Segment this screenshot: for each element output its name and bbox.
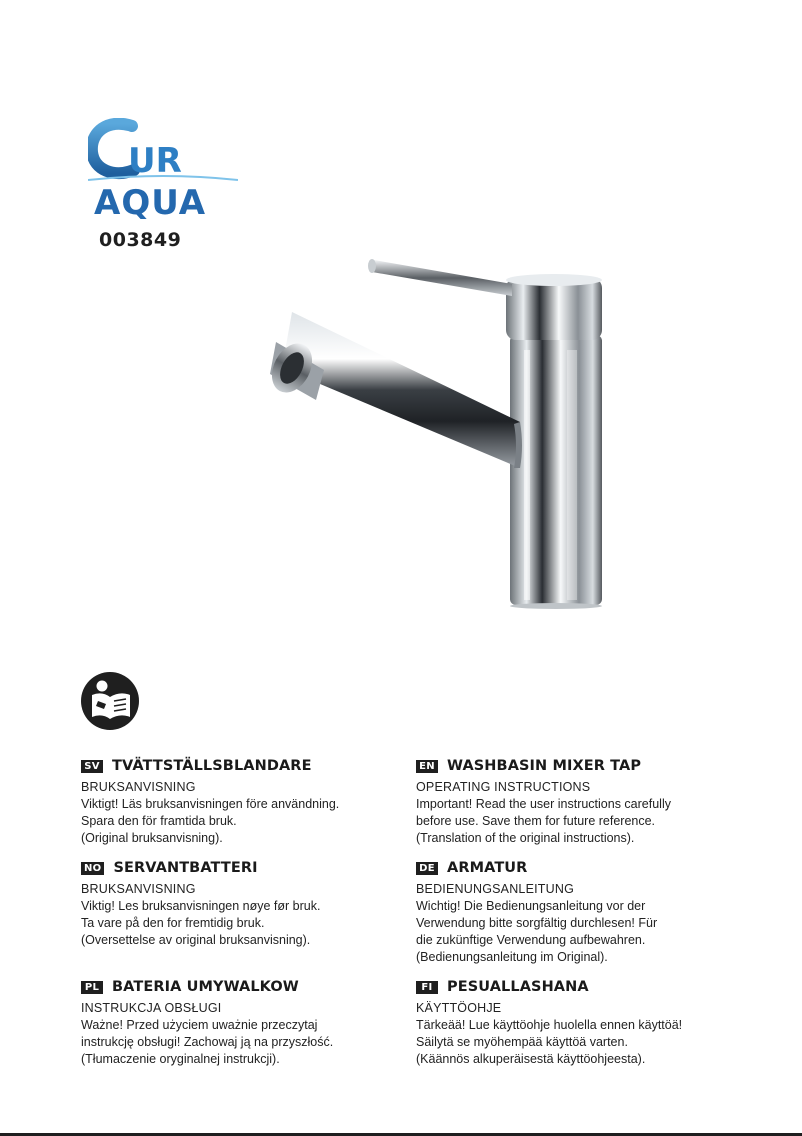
section-line: Ta vare på den for fremtidig bruk.	[81, 916, 265, 930]
section-line: (Oversettelse av original bruksanvisning).	[81, 933, 311, 947]
faucet-image	[262, 250, 612, 610]
section-line: Ważne! Przed użyciem uważnie przeczytaj	[81, 1018, 318, 1032]
section-en	[416, 757, 746, 847]
section-line: Important! Read the user instructions carefully	[416, 797, 671, 811]
section-pl	[81, 978, 411, 1068]
section-title: PESUALLASHANA	[447, 979, 589, 995]
section-title: SERVANTBATTERI	[113, 860, 258, 876]
section-line: Spara den för framtida bruk.	[81, 814, 237, 828]
section-subtitle: BRUKSANVISNING	[81, 882, 196, 896]
lang-badge: SV	[81, 760, 103, 773]
section-de	[416, 859, 746, 966]
section-no	[81, 859, 411, 949]
section-subtitle: BRUKSANVISNING	[81, 780, 196, 794]
svg-text:UR: UR	[128, 141, 182, 181]
section-line: (Translation of the original instructions).	[416, 831, 635, 845]
read-manual-icon	[80, 671, 140, 731]
section-line: Viktigt! Läs bruksanvisningen före användning.	[81, 797, 340, 811]
svg-text:AQUA: AQUA	[94, 183, 207, 222]
section-line: Viktig! Les bruksanvisningen nøye før bruk.	[81, 899, 321, 913]
section-line: Säilytä se myöhempää käyttöä varten.	[416, 1035, 628, 1049]
lang-badge: NO	[81, 862, 104, 875]
section-subtitle: KÄYTTÖOHJE	[416, 1001, 502, 1015]
section-title: BATERIA UMYWALKOW	[112, 979, 299, 995]
section-line: (Bedienungsanleitung im Original).	[416, 950, 608, 964]
section-line: die zukünftige Verwendung aufbewahren.	[416, 933, 646, 947]
lang-badge: PL	[81, 981, 103, 994]
section-line: (Käännös alkuperäisestä käyttöohjeesta).	[416, 1052, 646, 1066]
lang-badge: EN	[416, 760, 438, 773]
section-title: WASHBASIN MIXER TAP	[447, 758, 642, 774]
section-sv	[81, 757, 411, 847]
section-line: (Tłumaczenie oryginalnej instrukcji).	[81, 1052, 280, 1066]
section-line: Wichtig! Die Bedienungsanleitung vor der	[416, 899, 646, 913]
section-subtitle: OPERATING INSTRUCTIONS	[416, 780, 591, 794]
section-title: ARMATUR	[447, 860, 528, 876]
section-line: before use. Save them for future reference.	[416, 814, 656, 828]
lang-badge: DE	[416, 862, 438, 875]
curaqua-logo	[88, 118, 238, 222]
section-line: Verwendung bitte sorgfältig durchlesen! Für	[416, 916, 658, 930]
section-title: TVÄTTSTÄLLSBLANDARE	[112, 758, 312, 774]
section-subtitle: BEDIENUNGSANLEITUNG	[416, 882, 574, 896]
section-fi	[416, 978, 746, 1068]
lang-badge: FI	[416, 981, 438, 994]
section-subtitle: INSTRUKCJA OBSŁUGI	[81, 1001, 222, 1015]
section-line: instrukcję obsługi! Zachowaj ją na przyszłość.	[81, 1035, 334, 1049]
product-number: 003849	[99, 229, 182, 251]
section-line: (Original bruksanvisning).	[81, 831, 223, 845]
section-line: Tärkeää! Lue käyttöohje huolella ennen käyttöä!	[416, 1018, 683, 1032]
